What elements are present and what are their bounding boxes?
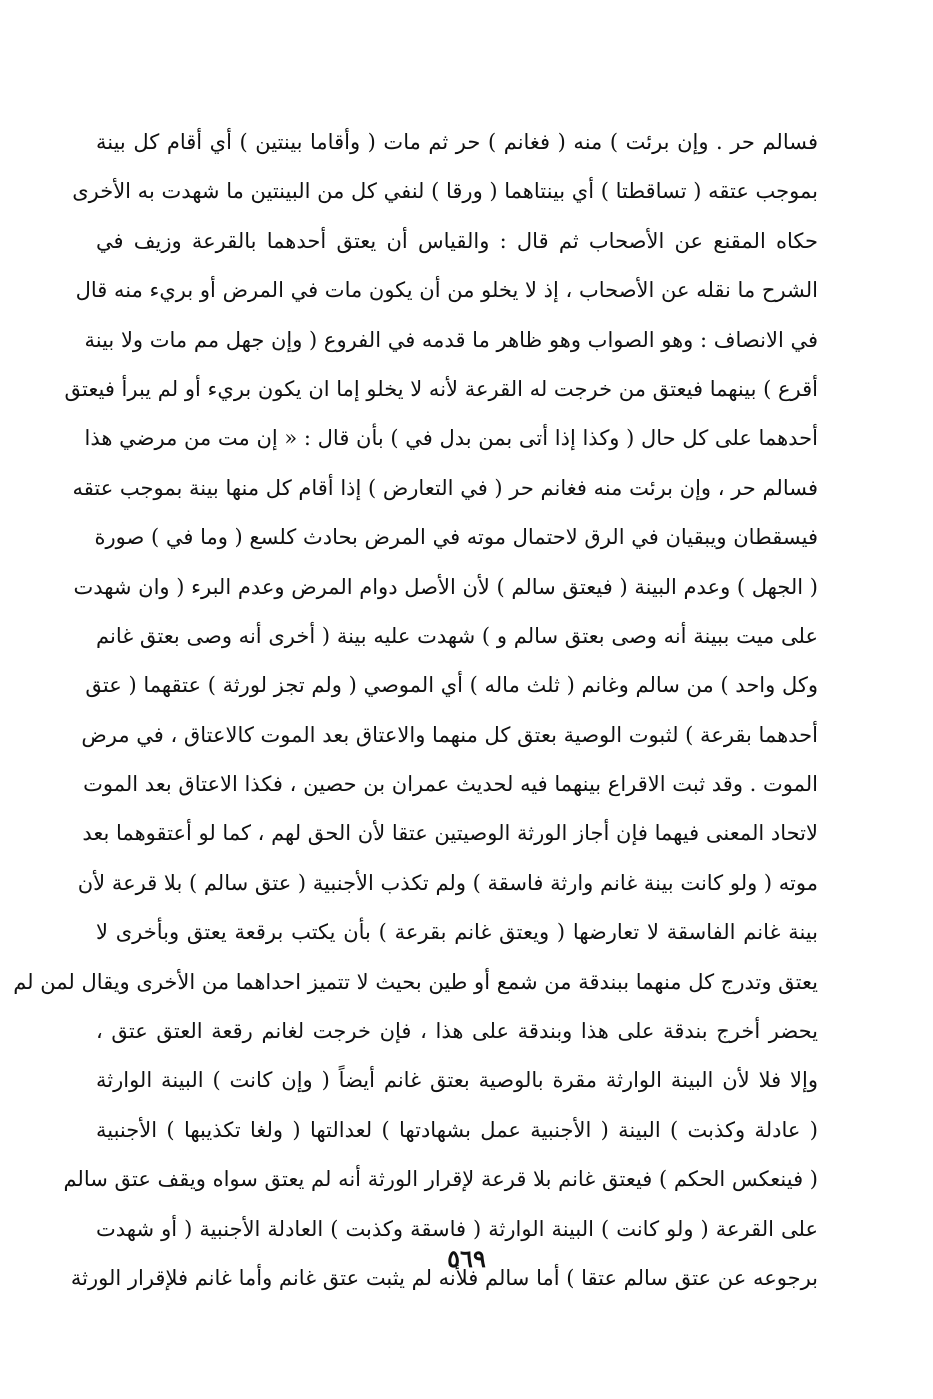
text-line: فيسقطان ويبقيان في الرق لاحتمال موته في المرض بحادث كلسع ( وما في ) صورة [94,525,818,550]
text-line: فسالم حر ، وإن برئت منه فغانم حر ( في التعارض ) إذا أقام كل منها بينة بموجب عتقه [72,475,818,500]
text-line: ( عادلة وكذبت ) البينة ( الأجنبية عمل بشهادتها ) لعدالتها ( ولغا تكذيبها ) الأجنبية [96,1117,818,1142]
text-line: أحدهما على كل حال ( وكذا إذا أتى بمن بدل في ) بأن قال : « إن مت من مرضي هذا [84,426,818,451]
text-line: الموت . وقد ثبت الاقراع بينهما فيه لحديث عمران بن حصين ، فكذا الاعتاق بعد الموت [83,772,818,797]
text-line: لاتحاد المعنى فيهما فإن أجاز الورثة الوصيتين عتقا لأن الحق لهم ، كما لو أعتقوهما بعد [82,821,818,846]
text-line: ( الجهل ) وعدم البينة ( فيعتق سالم ) لأن الأصل دوام المرض وعدم البرء ( وان شهدت [73,574,818,599]
text-line: حكاه المقنع عن الأصحاب ثم قال : والقياس أن يعتق أحدهما بالقرعة وزيف في [96,228,818,253]
page-number: ٥٦٩ [447,1244,486,1273]
text-line: وإلا فلا لأن البينة الوارثة مقرة بالوصية بعتق غانم أيضاً ( وإن كانت ) البينة الوارثة [96,1068,818,1093]
text-line: الشرح ما نقله عن الأصحاب ، إذ لا يخلو من أن يكون مات في المرض أو بريء منه قال [75,278,818,303]
text-line: في الانصاف : وهو الصواب وهو ظاهر ما قدمه في الفروع ( وإن جهل مم مات ولا بينة [84,327,818,352]
text-line: يعتق وتدرج كل منهما ببندقة من شمع أو طين بحيث لا تتميز احداهما من الأخرى ويقال لمن لم [13,969,818,994]
text-line: أقرع ) بينهما فيعتق من خرجت له القرعة لأنه لا يخلو إما ان يكون بريء أو لم يبرأ فيعتق [64,376,818,401]
text-line: موته ( ولو كانت بينة غانم وارثة فاسقة ) ولم تكذب الأجنبية ( عتق سالم ) بلا قرعة لأن [77,870,818,895]
text-line: فسالم حر . وإن برئت ) منه ( فغانم ) حر ثم مات ( وأقاما بينتين ) أي أقام كل بينة [96,130,818,154]
text-line: على ميت ببينة أنه وصى بعتق سالم و ) شهدت عليه بينة ( أخرى أنه وصى بعتق غانم [96,623,818,648]
text-line: وكل واحد ) من سالم وغانم ( ثلث ماله ) أي الموصي ( ولم تجز لورثة ) عتقهما ( عتق [85,673,818,698]
text-line: يحضر أخرج بندقة على هذا وبندقة على هذا ، فإن خرجت لغانم رقعة العتق عتق ، [96,1019,818,1044]
body-text [13,118,818,1303]
text-line: أحدهما بقرعة ) لثبوت الوصية بعتق كل منهما والاعتاق بعد الموت كالاعتاق ، في مرض [81,722,818,747]
text-line: على القرعة ( ولو كانت ) البينة الوارثة ( فاسقة وكذبت ) العادلة الأجنبية ( أو شهدت [96,1216,818,1241]
text-line: بينة غانم الفاسقة لا تعارضها ( ويعتق غانم بقرعة ) بأن يكتب برقعة يعتق وبأخرى لا [96,920,818,945]
text-line: بموجب عتقه ( تساقطتا ) أي بينتاهما ( ورقا ) لنفي كل من البينتين ما شهدت به الأخرى [72,179,818,204]
text-line: ( فينعكس الحكم ) فيعتق غانم بلا قرعة لإقرار الورثة أنه لم يعتق سواه ويقف عتق سالم [63,1167,818,1192]
text-line: برجوعه عن عتق سالم عتقا ) أما سالم فلأنه لم يثبت عتق غانم وأما غانم فلإقرار الورثة [70,1265,818,1290]
